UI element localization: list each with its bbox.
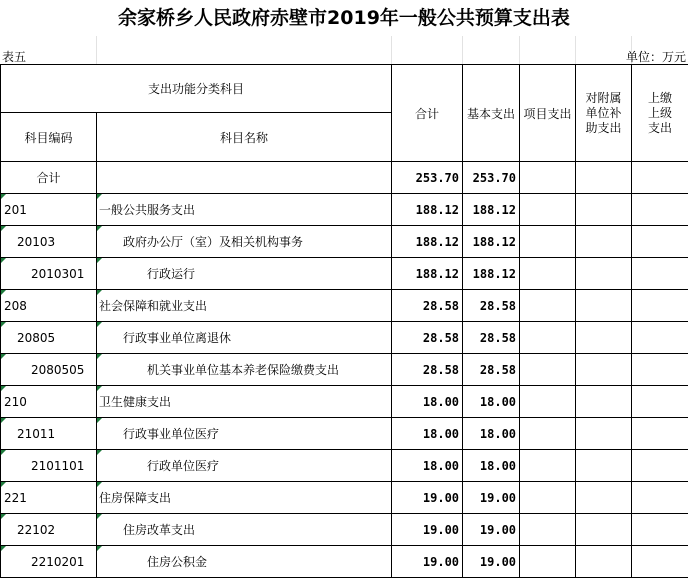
row-subsidy [576,226,632,258]
row-total: 19.00 [392,482,463,514]
header-row-1 [1,65,688,113]
row-code: 20103 [1,226,97,258]
row-code: 201 [1,194,97,226]
row-name: 住房改革支出 [97,514,392,546]
total-label: 合计 [1,162,97,194]
unit-label: 单位：万元 [626,48,686,65]
row-basic: 28.58 [463,322,520,354]
row-code: 21011 [1,418,97,450]
row-name: 行政事业单位离退休 [97,322,392,354]
row-project [520,418,576,450]
table-row [1,450,688,482]
row-upper [632,290,688,322]
row-code: 2101101 [1,450,97,482]
row-upper [632,226,688,258]
row-subsidy [576,258,632,290]
row-total: 18.00 [392,418,463,450]
row-basic: 188.12 [463,226,520,258]
row-name: 住房保障支出 [97,482,392,514]
row-name: 行政运行 [97,258,392,290]
header-code: 科目编码 [1,113,97,162]
budget-table [0,64,688,578]
table-row [1,322,688,354]
row-basic: 19.00 [463,482,520,514]
row-project [520,194,576,226]
row-basic: 18.00 [463,418,520,450]
total-name-cell [97,162,392,194]
row-code: 208 [1,290,97,322]
table-label: 表五 [2,48,26,65]
row-total: 28.58 [392,354,463,386]
header-upper [632,65,688,162]
row-code: 2080505 [1,354,97,386]
row-subsidy [576,482,632,514]
row-subsidy [576,194,632,226]
row-basic: 188.12 [463,194,520,226]
table-row [1,226,688,258]
table-row [1,514,688,546]
row-upper [632,386,688,418]
row-name: 行政单位医疗 [97,450,392,482]
row-name: 一般公共服务支出 [97,194,392,226]
header-name: 科目名称 [97,113,392,162]
table-row [1,258,688,290]
row-total: 18.00 [392,386,463,418]
row-code: 22102 [1,514,97,546]
row-upper [632,194,688,226]
row-upper [632,322,688,354]
row-project [520,450,576,482]
total-row [1,162,688,194]
table-row [1,418,688,450]
row-project [520,226,576,258]
row-total: 19.00 [392,514,463,546]
total-project [520,162,576,194]
table-row [1,354,688,386]
row-upper [632,418,688,450]
row-total: 28.58 [392,290,463,322]
row-subsidy [576,450,632,482]
header-project: 项目支出 [520,65,576,162]
row-subsidy [576,354,632,386]
row-code: 221 [1,482,97,514]
row-basic: 19.00 [463,514,520,546]
header-subsidy [576,65,632,162]
row-subsidy [576,290,632,322]
row-upper [632,514,688,546]
row-subsidy [576,514,632,546]
row-upper [632,354,688,386]
row-project [520,354,576,386]
row-code: 2010301 [1,258,97,290]
table-row [1,290,688,322]
total-subsidy [576,162,632,194]
table-row [1,194,688,226]
row-basic: 18.00 [463,450,520,482]
total-amount: 253.70 [392,162,463,194]
table-row [1,386,688,418]
header-subsidy-text: 对附属单位补助支出 [582,91,626,136]
row-total: 188.12 [392,194,463,226]
row-subsidy [576,418,632,450]
page-title: 余家桥乡人民政府赤壁市2019年一般公共预算支出表 [0,0,688,36]
row-name: 政府办公厅（室）及相关机构事务 [97,226,392,258]
row-upper [632,258,688,290]
row-name: 行政事业单位医疗 [97,418,392,450]
row-total: 28.58 [392,322,463,354]
header-upper-text: 上缴上级支出 [645,91,675,136]
row-name: 机关事业单位基本养老保险缴费支出 [97,354,392,386]
header-total: 合计 [392,65,463,162]
row-project [520,258,576,290]
row-code: 2210201 [1,546,97,578]
row-project [520,322,576,354]
row-total: 18.00 [392,450,463,482]
row-name: 卫生健康支出 [97,386,392,418]
row-code: 210 [1,386,97,418]
row-total: 19.00 [392,546,463,578]
row-project [520,514,576,546]
total-upper [632,162,688,194]
table-row [1,482,688,514]
row-upper [632,450,688,482]
row-project [520,482,576,514]
row-name: 住房公积金 [97,546,392,578]
row-subsidy [576,322,632,354]
row-basic: 18.00 [463,386,520,418]
row-basic: 28.58 [463,354,520,386]
total-basic: 253.70 [463,162,520,194]
row-subsidy [576,386,632,418]
header-category-group: 支出功能分类科目 [1,65,392,113]
row-total: 188.12 [392,226,463,258]
row-code: 20805 [1,322,97,354]
row-basic: 19.00 [463,546,520,578]
row-total: 188.12 [392,258,463,290]
meta-row [0,36,688,64]
row-basic: 28.58 [463,290,520,322]
header-basic: 基本支出 [463,65,520,162]
row-project [520,386,576,418]
row-name: 社会保障和就业支出 [97,290,392,322]
row-project [520,290,576,322]
row-basic: 188.12 [463,258,520,290]
row-upper [632,482,688,514]
